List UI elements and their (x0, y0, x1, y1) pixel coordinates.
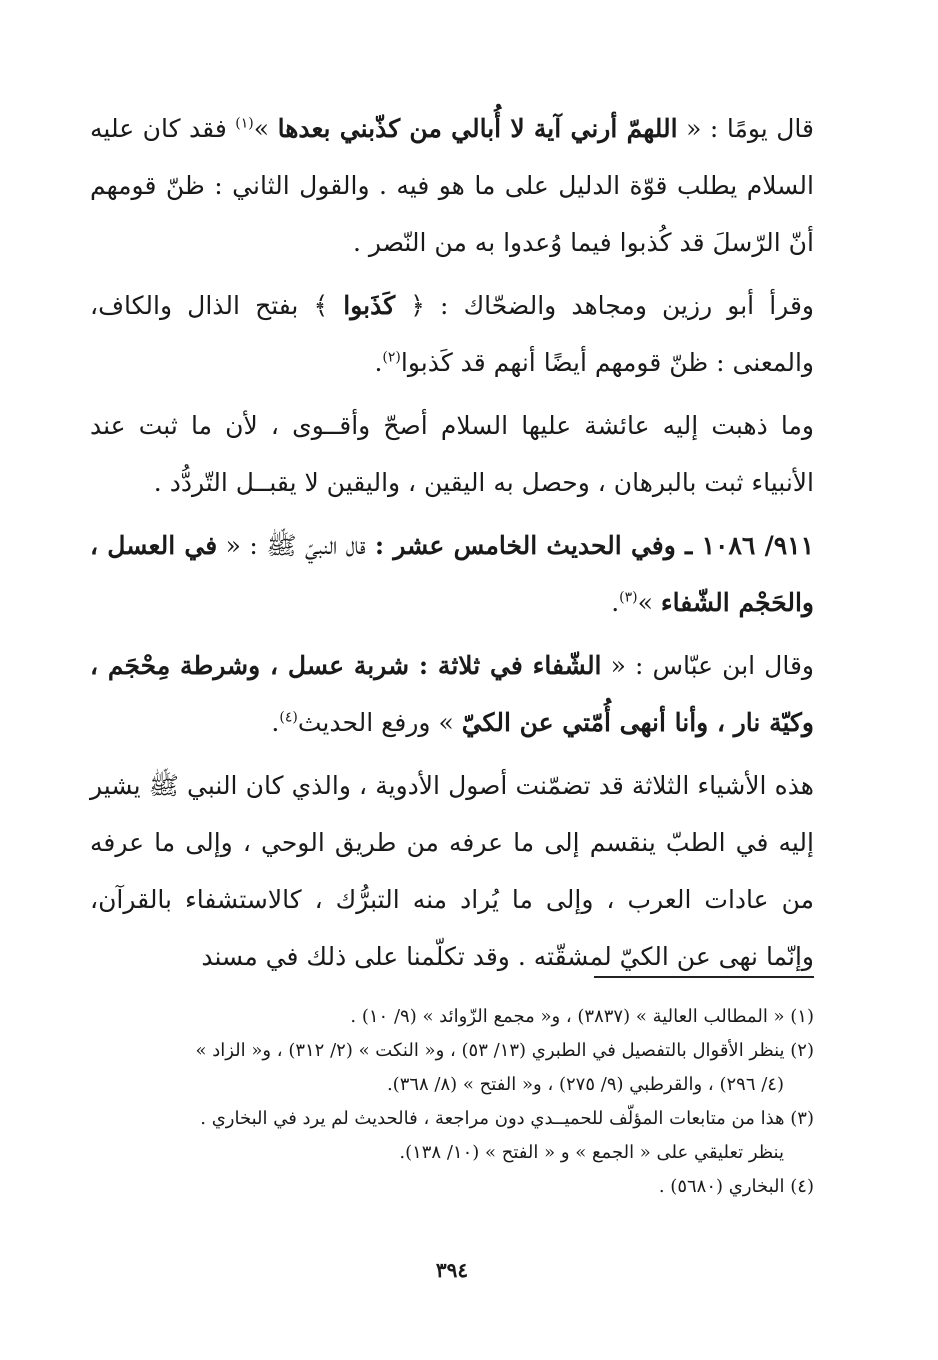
paragraph (90, 757, 814, 985)
text-run: كَذَبوا (343, 291, 396, 320)
paragraph (90, 517, 814, 631)
text-run: في العسل ، والحَجْم الشّفاء (90, 531, 814, 617)
page-number: ٣٩٤ (435, 1258, 469, 1282)
footnote: (٣) هذا من متابعات المؤلّف للحميــدي دون مراجعة ، فالحديث لم يرد في البخاري . (200, 1108, 814, 1129)
footnote-marker[interactable]: (٣) (619, 589, 638, 606)
footnotes (90, 1000, 814, 1204)
text-run: اللهمّ أرني آية لا أُبالي من كذّبني بعدها (277, 114, 678, 143)
paragraph (90, 100, 814, 271)
footnote: (٤/ ٢٩٦) ، والقرطبي (٩/ ٢٧٥) ، و« الفتح » (٨/ ٣٦٨). (386, 1074, 784, 1095)
text-run: هذه الأشياء الثلاثة قد تضمّنت أصول الأدوية ، والذي كان النبي ﷺ يشير إليه في الطبّ ينقسم إلى ما عرفه من طريق الوحي ، وإلى ما عرفه من عادات العرب ، وإلى ما يُراد منه التبرُّك ، كالاستشفاء بالقرآن، وإنّما نهى عن الكيّ لمشقّته . وقد تكلّمنا على ذلك في مسند (90, 771, 814, 971)
footnote-marker[interactable]: (١) (235, 115, 254, 132)
text-run: » (637, 588, 661, 617)
footnote: (٤) البخاري (٥٦٨٠) . (658, 1176, 814, 1197)
footnote: (٢) ينظر الأقوال بالتفصيل في الطبري (١٣/ ٥٣) ، و« النكت » (٢/ ٣١٢) ، و« الزاد » (195, 1040, 814, 1061)
paragraph (90, 277, 814, 391)
paragraph (90, 637, 814, 751)
text-run: » ورفع الحديث (297, 708, 462, 737)
text-run: ﴾ بفتح الذال والكاف، والمعنى : ظنّ قومهم أيضًا أنهم قد كَذبوا (90, 291, 814, 377)
footnote: ينظر تعليقي على « الجمع » و « الفتح » (١٠/ ١٣٨). (399, 1142, 784, 1163)
text-run: قال يومًا : « (677, 114, 814, 143)
main-text (90, 100, 814, 985)
text-run: قال النبيّ ﷺ : « (217, 531, 366, 560)
text-run: ٩١١/ ١٠٨٦ ـ وفي الحديث الخامس عشر : (365, 531, 815, 560)
text-run: وقال ابن عبّاس : « (601, 651, 814, 680)
footnote-marker[interactable]: (٤) (279, 709, 298, 726)
text-run: وقرأ أبو رزين ومجاهد والضحّاك : ﴿ (395, 291, 814, 320)
text-run: . (611, 588, 620, 617)
paragraph (90, 397, 814, 511)
text-run: . (271, 708, 280, 737)
footnote-marker[interactable]: (٢) (382, 349, 401, 366)
footnote: (١) « المطالب العالية » (٣٨٣٧) ، و« مجمع الزّوائد » (٩/ ١٠) . (350, 1006, 814, 1027)
text-run: . (374, 348, 383, 377)
text-run: وما ذهبت إليه عائشة عليها السلام أصحّ وأقــوى ، لأن ما ثبت عند الأنبياء ثبت بالبرهان ، وحصل به اليقين ، واليقين لا يقبــل التّردُّد . (90, 411, 814, 497)
text-run: فقد كان عليه السلام يطلب قوّة الدليل على ما هو فيه . والقول الثاني : ظنّ قومهم أنّ الرّسلَ قد كُذبوا فيما وُعدوا به من النّصر . (90, 114, 814, 257)
book-page (90, 100, 814, 1320)
text-run: الشّفاء في ثلاثة : شربة عسل ، وشرطة مِحْجَم ، وكيّة نار ، وأنا أنهى أُمّتي عن الكيّ (90, 651, 814, 737)
text-run: » (253, 114, 278, 143)
footnote-separator (594, 976, 814, 978)
